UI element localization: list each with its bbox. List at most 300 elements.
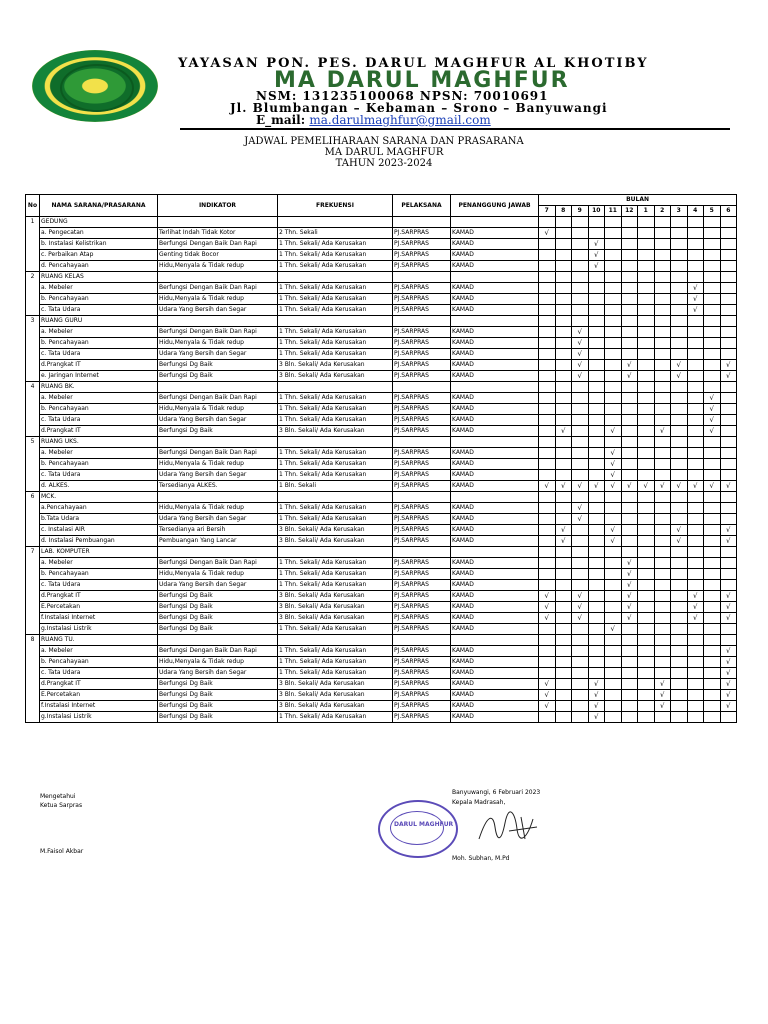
email-label: E_mail: — [256, 113, 310, 127]
month-cell — [638, 613, 655, 624]
month-cell — [588, 536, 605, 547]
month-cell — [638, 393, 655, 404]
month-cell — [539, 371, 556, 382]
month-cell — [605, 569, 622, 580]
month-cell — [720, 327, 737, 338]
empty-cell — [278, 382, 393, 393]
month-cell — [572, 415, 589, 426]
month-cell — [638, 470, 655, 481]
month-cell — [605, 613, 622, 624]
month-cell — [621, 250, 638, 261]
empty-cell — [278, 217, 393, 228]
empty-cell — [278, 635, 393, 646]
frequency: 3 Bln. Sekali/ Ada Kerusakan — [278, 536, 393, 547]
empty-cell — [572, 316, 589, 327]
month-cell — [555, 569, 572, 580]
month-cell — [605, 646, 622, 657]
empty-cell — [278, 547, 393, 558]
check-mark: √ — [720, 536, 737, 547]
executor: PJ.SARPRAS — [393, 679, 451, 690]
month-cell — [572, 283, 589, 294]
empty-cell — [158, 316, 278, 327]
indicator: Hidu,Menyala & Tidak redup — [158, 657, 278, 668]
table-row — [26, 657, 737, 668]
month-cell — [654, 239, 671, 250]
month-header: 12 — [621, 206, 638, 217]
empty-cell — [605, 635, 622, 646]
month-cell — [539, 426, 556, 437]
month-cell — [588, 426, 605, 437]
check-mark: √ — [687, 294, 704, 305]
month-cell — [654, 558, 671, 569]
check-mark: √ — [671, 360, 688, 371]
check-mark: √ — [555, 481, 572, 492]
month-cell — [539, 503, 556, 514]
indicator: Tersedianya ALKES. — [158, 481, 278, 492]
executor: PJ.SARPRAS — [393, 525, 451, 536]
month-cell — [621, 305, 638, 316]
item-name: e. Jaringan Internet — [40, 371, 158, 382]
month-cell — [621, 668, 638, 679]
month-cell — [605, 404, 622, 415]
check-mark: √ — [555, 536, 572, 547]
frequency: 3 Bln. Sekali/ Ada Kerusakan — [278, 591, 393, 602]
section-row — [26, 547, 737, 558]
table-row — [26, 305, 737, 316]
executor: PJ.SARPRAS — [393, 624, 451, 635]
school-ids: NSM: 131235100068 NPSN: 70010691 — [256, 89, 549, 103]
empty-cell — [687, 272, 704, 283]
executor: PJ.SARPRAS — [393, 536, 451, 547]
month-cell — [671, 426, 688, 437]
month-cell — [654, 448, 671, 459]
check-mark: √ — [720, 360, 737, 371]
responsible: KAMAD — [451, 514, 539, 525]
title-line-1: JADWAL PEMELIHARAAN SARANA DAN PRASARANA — [244, 136, 524, 147]
empty-cell — [555, 217, 572, 228]
section-name: LAB. KOMPUTER — [40, 547, 158, 558]
month-cell — [671, 657, 688, 668]
empty-cell — [158, 492, 278, 503]
month-cell — [638, 228, 655, 239]
month-cell — [539, 261, 556, 272]
executor: PJ.SARPRAS — [393, 503, 451, 514]
month-cell — [588, 602, 605, 613]
month-cell — [588, 503, 605, 514]
month-cell — [704, 283, 721, 294]
check-mark: √ — [572, 602, 589, 613]
responsible: KAMAD — [451, 580, 539, 591]
empty-cell — [555, 492, 572, 503]
empty-cell — [704, 217, 721, 228]
month-cell — [687, 404, 704, 415]
empty-cell — [654, 272, 671, 283]
month-cell — [555, 415, 572, 426]
executor: PJ.SARPRAS — [393, 228, 451, 239]
frequency: 1 Thn. Sekali/ Ada Kerusakan — [278, 470, 393, 481]
empty-cell — [393, 635, 451, 646]
executor: PJ.SARPRAS — [393, 558, 451, 569]
indicator: Udara Yang Bersih dan Segar — [158, 305, 278, 316]
month-cell — [704, 712, 721, 723]
month-cell — [638, 679, 655, 690]
principal-name: Moh. Subhan, M.Pd — [452, 855, 510, 862]
executor: PJ.SARPRAS — [393, 360, 451, 371]
month-cell — [687, 415, 704, 426]
month-cell — [588, 514, 605, 525]
month-cell — [654, 415, 671, 426]
stamp-text: DARUL MAGHFUR — [394, 821, 454, 828]
month-cell — [654, 261, 671, 272]
month-cell — [704, 679, 721, 690]
empty-cell — [539, 547, 556, 558]
month-cell — [572, 690, 589, 701]
month-cell — [572, 294, 589, 305]
month-cell — [671, 261, 688, 272]
executor: PJ.SARPRAS — [393, 701, 451, 712]
item-name: c. Instalasi AIR — [40, 525, 158, 536]
indicator: Genting tidak Bocor — [158, 250, 278, 261]
frequency: 1 Thn. Sekali/ Ada Kerusakan — [278, 558, 393, 569]
month-cell — [539, 338, 556, 349]
month-cell — [605, 580, 622, 591]
month-cell — [654, 283, 671, 294]
month-cell — [621, 459, 638, 470]
month-header: 1 — [638, 206, 655, 217]
month-cell — [605, 668, 622, 679]
item-name: d. Instalasi Pembuangan — [40, 536, 158, 547]
month-cell — [588, 668, 605, 679]
check-mark: √ — [539, 679, 556, 690]
frequency: 3 Bln. Sekali/ Ada Kerusakan — [278, 371, 393, 382]
month-cell — [638, 250, 655, 261]
empty-cell — [572, 382, 589, 393]
indicator: Hidu,Menyala & Tidak redup — [158, 503, 278, 514]
empty-cell — [555, 635, 572, 646]
empty-cell — [605, 316, 622, 327]
item-name: d.Prangkat IT — [40, 360, 158, 371]
month-cell — [539, 569, 556, 580]
frequency: 1 Thn. Sekali/ Ada Kerusakan — [278, 327, 393, 338]
indicator: Berfungsi Dg Baik — [158, 624, 278, 635]
month-cell — [687, 250, 704, 261]
month-cell — [638, 283, 655, 294]
empty-cell — [704, 437, 721, 448]
month-cell — [704, 360, 721, 371]
responsible: KAMAD — [451, 657, 539, 668]
month-cell — [638, 701, 655, 712]
month-cell — [671, 283, 688, 294]
month-cell — [638, 294, 655, 305]
responsible: KAMAD — [451, 404, 539, 415]
empty-cell — [451, 635, 539, 646]
email-link[interactable]: ma.darulmaghfur@gmail.com — [309, 113, 491, 127]
month-cell — [720, 393, 737, 404]
month-cell — [671, 690, 688, 701]
month-cell — [704, 448, 721, 459]
month-cell — [638, 338, 655, 349]
month-cell — [572, 459, 589, 470]
month-cell — [572, 250, 589, 261]
check-mark: √ — [621, 360, 638, 371]
month-cell — [555, 360, 572, 371]
table-row — [26, 668, 737, 679]
month-cell — [572, 393, 589, 404]
month-cell — [638, 591, 655, 602]
responsible: KAMAD — [451, 448, 539, 459]
empty-cell — [621, 437, 638, 448]
empty-cell — [704, 272, 721, 283]
month-cell — [671, 448, 688, 459]
month-cell — [704, 239, 721, 250]
month-cell — [638, 558, 655, 569]
empty-cell — [671, 316, 688, 327]
month-cell — [555, 239, 572, 250]
empty-cell — [393, 492, 451, 503]
section-number: 5 — [26, 437, 40, 492]
frequency: 1 Thn. Sekali/ Ada Kerusakan — [278, 393, 393, 404]
month-cell — [671, 602, 688, 613]
empty-cell — [572, 437, 589, 448]
month-cell — [555, 701, 572, 712]
table-row — [26, 712, 737, 723]
month-cell — [720, 459, 737, 470]
month-cell — [588, 338, 605, 349]
indicator: Udara Yang Bersih dan Segar — [158, 349, 278, 360]
month-cell — [687, 580, 704, 591]
month-cell — [621, 228, 638, 239]
month-cell — [588, 558, 605, 569]
empty-cell — [555, 316, 572, 327]
month-cell — [654, 228, 671, 239]
table-row — [26, 613, 737, 624]
table-row — [26, 448, 737, 459]
section-name: GEDUNG — [40, 217, 158, 228]
month-cell — [638, 503, 655, 514]
empty-cell — [704, 492, 721, 503]
month-cell — [638, 712, 655, 723]
month-cell — [720, 448, 737, 459]
month-cell — [621, 404, 638, 415]
frequency: 1 Thn. Sekali/ Ada Kerusakan — [278, 250, 393, 261]
month-cell — [572, 239, 589, 250]
section-number: 1 — [26, 217, 40, 272]
month-cell — [654, 646, 671, 657]
month-cell — [720, 503, 737, 514]
check-mark: √ — [654, 426, 671, 437]
month-cell — [687, 679, 704, 690]
item-name: d. ALKES. — [40, 481, 158, 492]
check-mark: √ — [687, 481, 704, 492]
month-cell — [704, 459, 721, 470]
month-cell — [605, 283, 622, 294]
month-cell — [621, 349, 638, 360]
month-cell — [555, 327, 572, 338]
month-cell — [555, 294, 572, 305]
month-cell — [671, 591, 688, 602]
month-cell — [605, 712, 622, 723]
check-mark: √ — [572, 327, 589, 338]
executor: PJ.SARPRAS — [393, 393, 451, 404]
section-row — [26, 437, 737, 448]
responsible: KAMAD — [451, 690, 539, 701]
acknowledged-label: Mengetahui — [40, 793, 76, 800]
month-cell — [704, 613, 721, 624]
month-cell — [720, 239, 737, 250]
header-row — [26, 195, 737, 206]
month-cell — [654, 569, 671, 580]
check-mark: √ — [572, 503, 589, 514]
empty-cell — [671, 437, 688, 448]
month-cell — [605, 503, 622, 514]
month-cell — [638, 426, 655, 437]
month-cell — [704, 701, 721, 712]
month-cell — [687, 536, 704, 547]
month-cell — [572, 261, 589, 272]
section-name: RUANG UKS. — [40, 437, 158, 448]
indicator: Hidu,Menyala & Tidak redup — [158, 338, 278, 349]
check-mark: √ — [539, 481, 556, 492]
item-name: b. Pencahayaan — [40, 459, 158, 470]
indicator: Udara Yang Bersih dan Segar — [158, 415, 278, 426]
section-number: 2 — [26, 272, 40, 316]
item-name: b. Pencahayaan — [40, 404, 158, 415]
empty-cell — [687, 492, 704, 503]
empty-cell — [687, 382, 704, 393]
check-mark: √ — [605, 459, 622, 470]
check-mark: √ — [605, 481, 622, 492]
month-cell — [555, 283, 572, 294]
check-mark: √ — [605, 624, 622, 635]
check-mark: √ — [539, 613, 556, 624]
sarpras-head-label: Ketua Sarpras — [40, 802, 83, 809]
month-cell — [588, 591, 605, 602]
month-cell — [605, 360, 622, 371]
month-cell — [687, 426, 704, 437]
empty-cell — [158, 547, 278, 558]
empty-cell — [671, 382, 688, 393]
title-line-3: TAHUN 2023-2024 — [335, 158, 433, 169]
check-mark: √ — [588, 712, 605, 723]
month-cell — [555, 624, 572, 635]
empty-cell — [704, 547, 721, 558]
month-cell — [720, 415, 737, 426]
month-cell — [638, 261, 655, 272]
executor: PJ.SARPRAS — [393, 580, 451, 591]
month-cell — [638, 646, 655, 657]
table-row — [26, 294, 737, 305]
responsible: KAMAD — [451, 228, 539, 239]
month-cell — [704, 580, 721, 591]
responsible: KAMAD — [451, 338, 539, 349]
month-cell — [687, 712, 704, 723]
executor: PJ.SARPRAS — [393, 470, 451, 481]
frequency: 1 Bln. Sekali — [278, 481, 393, 492]
indicator: Berfungsi Dengan Baik Dan Rapi — [158, 393, 278, 404]
month-cell — [588, 360, 605, 371]
check-mark: √ — [704, 393, 721, 404]
empty-cell — [555, 382, 572, 393]
month-cell — [704, 250, 721, 261]
signature-footer — [0, 785, 768, 885]
month-cell — [605, 327, 622, 338]
responsible: KAMAD — [451, 459, 539, 470]
month-header: 7 — [539, 206, 556, 217]
table-row — [26, 239, 737, 250]
frequency: 1 Thn. Sekali/ Ada Kerusakan — [278, 503, 393, 514]
empty-cell — [621, 547, 638, 558]
month-cell — [704, 657, 721, 668]
month-cell — [605, 701, 622, 712]
responsible: KAMAD — [451, 558, 539, 569]
item-name: d.Prangkat IT — [40, 679, 158, 690]
check-mark: √ — [539, 690, 556, 701]
month-cell — [671, 239, 688, 250]
item-name: c. Tata Udara — [40, 580, 158, 591]
item-name: c. Tata Udara — [40, 349, 158, 360]
empty-cell — [720, 316, 737, 327]
check-mark: √ — [621, 591, 638, 602]
indicator: Hidu,Menyala & Tidak redup — [158, 404, 278, 415]
table-row — [26, 536, 737, 547]
empty-cell — [572, 217, 589, 228]
month-cell — [638, 668, 655, 679]
month-cell — [555, 679, 572, 690]
check-mark: √ — [572, 514, 589, 525]
month-cell — [572, 536, 589, 547]
month-cell — [555, 514, 572, 525]
table-row — [26, 250, 737, 261]
empty-cell — [671, 492, 688, 503]
empty-cell — [605, 272, 622, 283]
month-cell — [555, 261, 572, 272]
item-name: E.Percetakan — [40, 602, 158, 613]
item-name: g.Instalasi Listrik — [40, 712, 158, 723]
month-cell — [654, 360, 671, 371]
month-cell — [671, 514, 688, 525]
indicator: Berfungsi Dengan Baik Dan Rapi — [158, 327, 278, 338]
table-row — [26, 558, 737, 569]
indicator: Berfungsi Dg Baik — [158, 679, 278, 690]
empty-cell — [393, 217, 451, 228]
month-cell — [605, 657, 622, 668]
check-mark: √ — [720, 657, 737, 668]
month-cell — [539, 470, 556, 481]
empty-cell — [638, 316, 655, 327]
month-cell — [555, 580, 572, 591]
empty-cell — [451, 217, 539, 228]
responsible: KAMAD — [451, 349, 539, 360]
month-cell — [621, 624, 638, 635]
month-cell — [720, 470, 737, 481]
month-cell — [671, 338, 688, 349]
month-cell — [720, 580, 737, 591]
month-cell — [539, 646, 556, 657]
check-mark: √ — [704, 404, 721, 415]
month-cell — [704, 525, 721, 536]
month-cell — [654, 250, 671, 261]
empty-cell — [588, 217, 605, 228]
empty-cell — [393, 547, 451, 558]
empty-cell — [638, 492, 655, 503]
indicator: Pembuangan Yang Lancar — [158, 536, 278, 547]
indicator: Berfungsi Dg Baik — [158, 371, 278, 382]
month-cell — [539, 668, 556, 679]
empty-cell — [654, 492, 671, 503]
empty-cell — [605, 437, 622, 448]
month-cell — [704, 294, 721, 305]
frequency: 3 Bln. Sekali/ Ada Kerusakan — [278, 679, 393, 690]
